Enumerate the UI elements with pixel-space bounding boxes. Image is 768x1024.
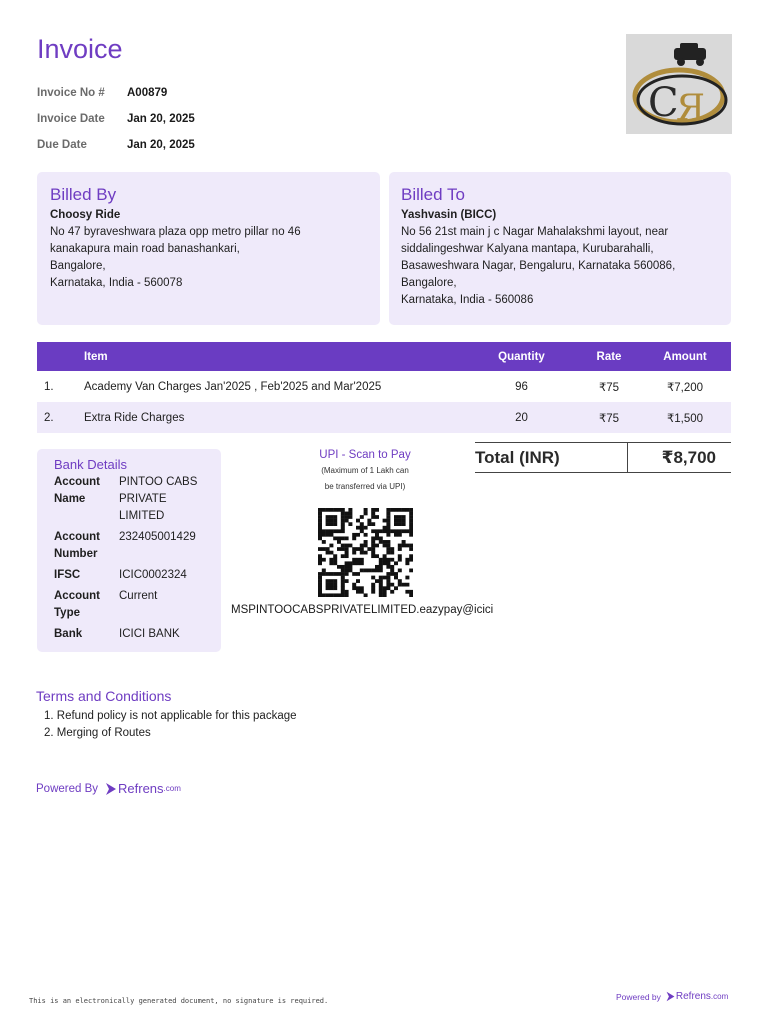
bank-value: PINTOO CABS PRIVATE LIMITED	[119, 476, 198, 522]
invoice-meta	[37, 80, 195, 158]
bank-details-card	[37, 449, 221, 652]
svg-text:C: C	[648, 80, 679, 126]
total-row	[475, 442, 731, 473]
row-item: Extra Ride Charges	[84, 411, 185, 424]
refrens-logo[interactable]	[104, 781, 181, 796]
footer-refrens-brand-text: Refrens	[675, 991, 711, 1002]
row-rate: ₹75	[598, 381, 620, 394]
terms-item: 2. Merging of Routes	[44, 727, 151, 739]
billed-by-name: Choosy Ride	[50, 209, 121, 221]
billed-by-address-line: No 47 byraveshwara plaza opp metro pillar no 46	[50, 226, 301, 238]
row-amount: ₹1,500	[666, 412, 704, 425]
bank-value: 232405001429	[119, 531, 196, 543]
items-table	[37, 342, 731, 433]
bank-value: ICIC0002324	[119, 569, 187, 581]
invoice-number-value: A00879	[127, 87, 168, 99]
upi-id: MSPINTOOCABSPRIVATELIMITED.eazypay@icici	[231, 604, 494, 616]
table-row	[37, 371, 731, 402]
row-number: 1.	[44, 380, 54, 393]
upi-note-line: (Maximum of 1 Lakh can	[321, 466, 409, 475]
billed-to-address-line: No 56 21st main j c Nagar Mahalakshmi layout, near	[401, 226, 669, 238]
invoice-date-label: Invoice Date	[37, 113, 105, 125]
bank-label: Account Name	[54, 476, 100, 505]
billed-by-address-line: kanakapura main road banashankari,	[50, 243, 240, 255]
car-cr-logo-icon	[626, 34, 732, 134]
invoice-number-row	[37, 80, 195, 106]
col-rate: Rate	[596, 350, 622, 363]
footer-powered-label: Powered by	[616, 991, 661, 1002]
row-rate: ₹75	[598, 412, 620, 425]
due-date-value: Jan 20, 2025	[127, 139, 195, 151]
refrens-logo-icon	[665, 991, 676, 1002]
terms-list	[44, 708, 297, 742]
refrens-brand-suffix: .com	[163, 784, 181, 793]
billed-by-address-line: Karnataka, India - 560078	[50, 277, 183, 289]
bank-row	[54, 567, 204, 584]
powered-by[interactable]	[36, 781, 181, 796]
bank-value: Current	[119, 590, 158, 602]
bank-row	[54, 529, 204, 563]
col-number	[37, 342, 84, 371]
col-amount: Amount	[663, 350, 707, 363]
total-label: Total (INR)	[475, 443, 628, 472]
billed-by-card	[37, 172, 380, 325]
powered-by-label: Powered By	[36, 782, 99, 795]
billed-by-heading: Billed By	[50, 185, 117, 204]
row-number: 2.	[44, 411, 54, 424]
footer-note: This is an electronically generated document, no signature is required.	[29, 997, 329, 1005]
refrens-logo-icon	[104, 782, 118, 796]
bank-row	[54, 474, 204, 525]
due-date-row	[37, 132, 195, 158]
row-amount: ₹7,200	[666, 381, 704, 394]
bank-row	[54, 588, 204, 622]
table-row	[37, 402, 731, 433]
footer-refrens-brand-suffix: .com	[710, 992, 729, 1001]
invoice-date-value: Jan 20, 2025	[127, 113, 195, 125]
billed-to-address-line: Karnataka, India - 560086	[401, 294, 534, 306]
bank-row	[54, 626, 204, 643]
invoice-date-row	[37, 106, 195, 132]
qr-code-icon[interactable]	[318, 508, 413, 597]
svg-text:Я: Я	[676, 88, 706, 129]
col-item: Item	[84, 350, 108, 363]
items-header-row	[37, 342, 731, 371]
footer-refrens-logo[interactable]	[665, 991, 728, 1002]
billed-to-name: Yashvasin (BICC)	[401, 209, 497, 221]
billed-by-address-line: Bangalore,	[50, 260, 106, 272]
bank-label: Bank	[54, 628, 83, 640]
billed-to-address-line: Bangalore,	[401, 277, 457, 289]
upi-section	[295, 449, 435, 495]
total-value: ₹8,700	[661, 447, 716, 467]
upi-title: UPI - Scan to Pay	[319, 449, 411, 461]
upi-note-line: be transferred via UPI)	[324, 482, 406, 491]
terms-item: 1. Refund policy is not applicable for this package	[44, 710, 297, 722]
row-quantity: 96	[515, 380, 528, 393]
billed-to-card	[389, 172, 731, 325]
bank-value: ICICI BANK	[119, 628, 180, 640]
bank-label: IFSC	[54, 569, 81, 581]
due-date-label: Due Date	[37, 139, 87, 151]
terms-heading: Terms and Conditions	[36, 688, 172, 704]
upi-note	[295, 463, 435, 495]
billed-to-address-line: Basaweshwara Nagar, Bengaluru, Karnataka 560086,	[401, 260, 676, 272]
bank-details-heading: Bank Details	[54, 457, 127, 472]
col-quantity: Quantity	[498, 350, 545, 363]
bank-label: Account Number	[54, 531, 100, 560]
billed-to-address-line: siddalingeshwar Kalyana mantapa, Kurubarahalli,	[401, 243, 654, 255]
bank-label: Account Type	[54, 590, 100, 619]
row-quantity: 20	[515, 411, 528, 424]
invoice-number-label: Invoice No #	[37, 87, 105, 99]
billed-to-heading: Billed To	[401, 185, 465, 204]
row-item: Academy Van Charges Jan'2025 , Feb'2025 and Mar'2025	[84, 380, 382, 393]
footer-powered-by[interactable]	[616, 991, 728, 1002]
invoice-title: Invoice	[37, 34, 123, 64]
refrens-brand-text: Refrens	[118, 781, 164, 796]
